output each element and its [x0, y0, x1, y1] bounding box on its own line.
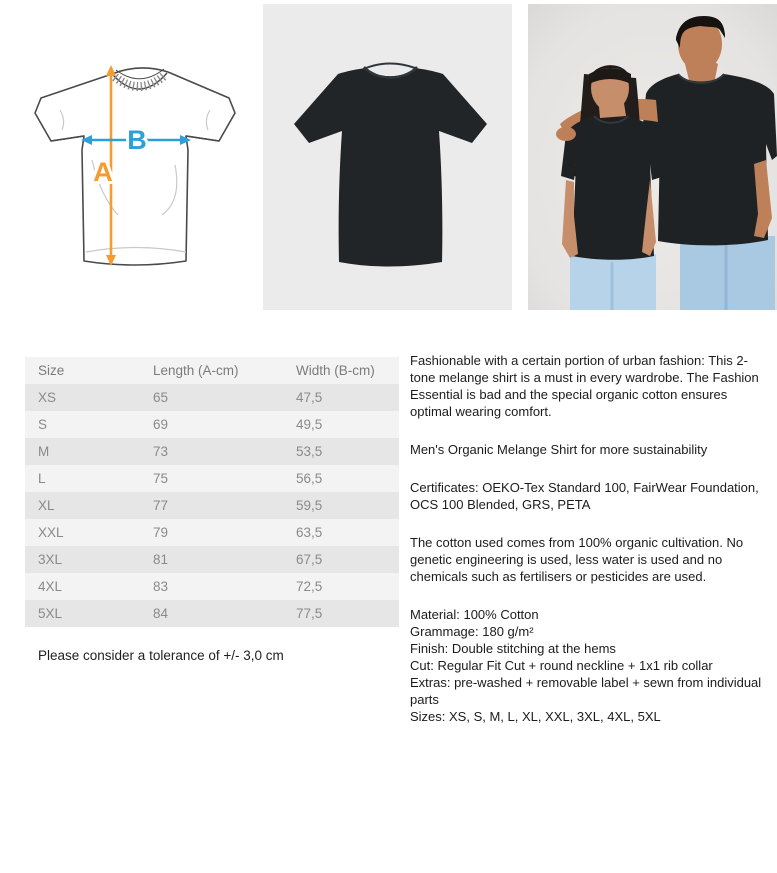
cell-size: XS [38, 390, 57, 405]
cell-length: 77 [153, 498, 169, 513]
description-certificates: Certificates: OEKO-Tex Standard 100, FairWear Foundation, OCS 100 Blended, GRS, PETA [410, 480, 759, 512]
spec-material: Material: 100% Cotton [410, 607, 539, 622]
cell-length: 65 [153, 390, 169, 405]
label-a: A [93, 157, 113, 187]
product-description [410, 352, 766, 725]
cell-size: M [38, 444, 50, 459]
cell-length: 73 [153, 444, 169, 459]
cell-width: 63,5 [296, 525, 323, 540]
models-photo-two-people [528, 4, 777, 310]
table-row [25, 573, 399, 600]
table-row [25, 438, 399, 465]
description-subtitle: Men's Organic Melange Shirt for more sustainability [410, 442, 708, 457]
table-row [25, 384, 399, 411]
label-b: B [127, 125, 147, 155]
size-measurement-diagram [0, 0, 256, 310]
size-table-header-row [25, 357, 399, 384]
cell-width: 56,5 [296, 471, 323, 486]
cell-size: 5XL [38, 606, 63, 621]
cell-size: XL [38, 498, 55, 513]
cell-length: 84 [153, 606, 169, 621]
models-wearing-black-tshirts-image [528, 4, 777, 310]
cell-length: 75 [153, 471, 169, 486]
table-row [25, 411, 399, 438]
cell-width: 72,5 [296, 579, 323, 594]
cell-length: 69 [153, 417, 169, 432]
cell-length: 79 [153, 525, 169, 540]
col-header-size: Size [25, 357, 153, 384]
cell-length: 81 [153, 552, 169, 567]
cell-size: 4XL [38, 579, 63, 594]
description-intro: Fashionable with a certain portion of urban fashion: This 2-tone melange shirt is a must in every wardrobe. The Fashion Essential is bad and the special organic cotton ensures optimal wearing comfort. [410, 353, 759, 419]
tolerance-note: Please consider a tolerance of +/- 3,0 cm [38, 648, 284, 663]
col-header-width: Width (B-cm) [296, 357, 399, 384]
cell-width: 67,5 [296, 552, 323, 567]
spec-extras: Extras: pre-washed + removable label + sewn from individual parts [410, 675, 762, 707]
cell-width: 77,5 [296, 606, 323, 621]
spec-sizes: Sizes: XS, S, M, L, XL, XXL, 3XL, 4XL, 5XL [410, 709, 661, 724]
table-row [25, 519, 399, 546]
spec-grammage: Grammage: 180 g/m² [410, 624, 534, 639]
cell-length: 83 [153, 579, 169, 594]
cell-width: 53,5 [296, 444, 323, 459]
table-row [25, 546, 399, 573]
table-row [25, 492, 399, 519]
black-tshirt-front-image [263, 4, 512, 310]
table-row [25, 600, 399, 627]
cell-width: 47,5 [296, 390, 323, 405]
size-table [25, 357, 399, 627]
spec-finish: Finish: Double stitching at the hems [410, 641, 616, 656]
cell-size: 3XL [38, 552, 63, 567]
cell-width: 59,5 [296, 498, 323, 513]
cell-size: XXL [38, 525, 64, 540]
table-row [25, 465, 399, 492]
cell-size: L [38, 471, 46, 486]
cell-width: 49,5 [296, 417, 323, 432]
product-photo-black-tshirt [263, 4, 512, 310]
col-header-length: Length (A-cm) [153, 357, 296, 384]
tshirt-measure-drawing-icon [0, 0, 256, 310]
spec-list [410, 606, 766, 725]
spec-cut: Cut: Regular Fit Cut + round neckline + 1x1 rib collar [410, 658, 713, 673]
description-cotton: The cotton used comes from 100% organic cultivation. No genetic engineering is used, less water is used and no chemicals such as fertilisers or pesticides are used. [410, 535, 744, 584]
cell-size: S [38, 417, 48, 432]
